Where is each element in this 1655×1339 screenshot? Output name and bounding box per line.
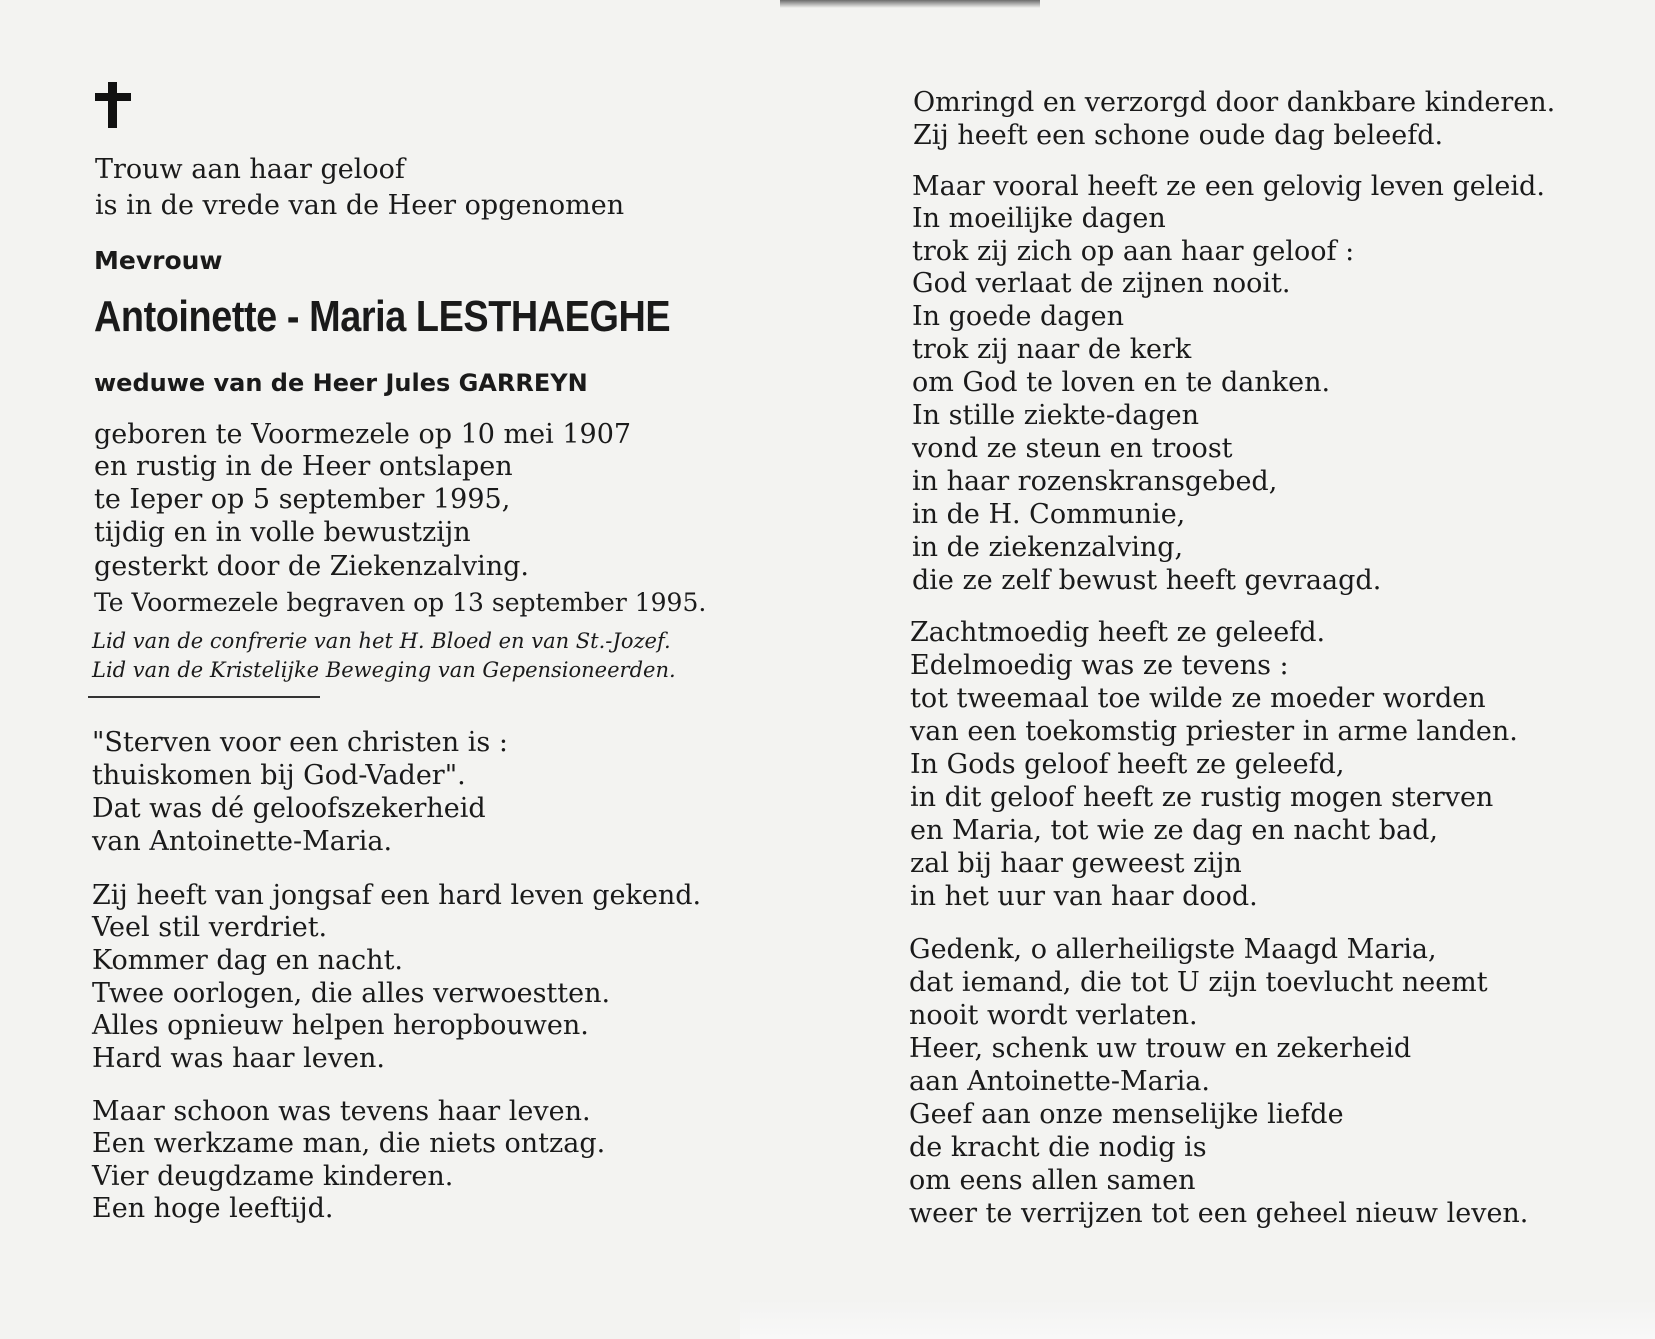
poem-line: In Gods geloof heeft ze geleefd, (910, 749, 1345, 780)
prayer-line: aan Antoinette-Maria. (909, 1066, 1210, 1097)
poem-line: Edelmoedig was ze tevens : (910, 650, 1289, 681)
poem-line: Zij heeft een schone oude dag beleefd. (913, 120, 1444, 151)
poem-line: trok zij naar de kerk (912, 334, 1192, 365)
opening-line: is in de vrede van de Heer opgenomen (95, 190, 625, 221)
scan-edge-shadow (780, 0, 1040, 8)
burial-line: Te Voormezele begraven op 13 september 1995. (94, 588, 707, 617)
poem-line: en Maria, tot wie ze dag en nacht bad, (910, 815, 1439, 846)
poem-line: In goede dagen (912, 301, 1125, 332)
prayer-line: de kracht die nodig is (909, 1132, 1207, 1163)
prayer-line: Gedenk, o allerheiligste Maagd Maria, (909, 934, 1437, 965)
poem-line: trok zij zich op aan haar geloof : (912, 236, 1355, 267)
detail-line: te Ieper op 5 september 1995, (94, 484, 511, 515)
poem-line: in de ziekenzalving, (912, 532, 1184, 563)
poem-line: God verlaat de zijnen nooit. (912, 268, 1291, 299)
cross-icon (95, 82, 131, 128)
poem-line: In moeilijke dagen (912, 203, 1166, 234)
opening-line: Trouw aan haar geloof (95, 154, 405, 185)
poem-line: Een werkzame man, die niets ontzag. (92, 1128, 606, 1159)
divider (88, 696, 320, 698)
poem-line: Een hoge leeftijd. (92, 1193, 334, 1224)
poem-line: tot tweemaal toe wilde ze moeder worden (910, 683, 1486, 714)
poem-line: Omringd en verzorgd door dankbare kinderen. (913, 87, 1556, 118)
prayer-line: weer te verrijzen tot een geheel nieuw leven. (909, 1198, 1529, 1229)
poem-line: Alles opnieuw helpen heropbouwen. (92, 1010, 589, 1041)
poem-line: in het uur van haar dood. (910, 881, 1258, 912)
detail-line: gesterkt door de Ziekenzalving. (94, 551, 529, 582)
poem-line: Maar vooral heeft ze een gelovig leven geleid. (912, 171, 1545, 202)
poem-line: Vier deugdzame kinderen. (92, 1161, 454, 1192)
poem-line: Maar schoon was tevens haar leven. (92, 1096, 591, 1127)
prayer-line: om eens allen samen (909, 1165, 1196, 1196)
poem-line: om God te loven en te danken. (912, 367, 1331, 398)
membership-line: Lid van de confrerie van het H. Bloed en van St.-Jozef. (92, 629, 671, 653)
poem-line: Dat was dé geloofszekerheid (92, 793, 486, 824)
poem-line: in haar rozenskransgebed, (912, 466, 1278, 497)
poem-line: in dit geloof heeft ze rustig mogen sterven (910, 782, 1494, 813)
poem-line: die ze zelf bewust heeft gevraagd. (912, 565, 1382, 596)
widow-of: weduwe van de Heer Jules GARREYN (94, 369, 588, 397)
deceased-name: Antoinette - Maria LESTHAEGHE (94, 292, 671, 341)
poem-line: in de H. Communie, (912, 499, 1186, 530)
prayer-line: dat iemand, die tot U zijn toevlucht neemt (909, 967, 1488, 998)
poem-line: vond ze steun en troost (912, 433, 1233, 464)
detail-line: tijdig en in volle bewustzijn (94, 517, 471, 548)
poem-line: In stille ziekte-dagen (912, 400, 1199, 431)
poem-line: Zij heeft van jongsaf een hard leven gekend. (92, 880, 702, 911)
poem-line: Hard was haar leven. (92, 1043, 385, 1074)
poem-line: van Antoinette-Maria. (92, 826, 393, 857)
poem-line: Twee oorlogen, die alles verwoestten. (92, 978, 611, 1009)
poem-line: Veel stil verdriet. (92, 912, 328, 943)
prayer-line: Heer, schenk uw trouw en zekerheid (909, 1033, 1412, 1064)
poem-line: Kommer dag en nacht. (92, 945, 404, 976)
poem-line: thuiskomen bij God-Vader". (92, 760, 466, 791)
membership-line: Lid van de Kristelijke Beweging van Gepensioneerden. (92, 658, 676, 682)
poem-line: van een toekomstig priester in arme landen. (910, 716, 1518, 747)
poem-line: Zachtmoedig heeft ze geleefd. (910, 617, 1326, 648)
prayer-line: nooit wordt verlaten. (909, 1000, 1198, 1031)
detail-line: en rustig in de Heer ontslapen (94, 451, 513, 482)
poem-line: zal bij haar geweest zijn (910, 848, 1242, 879)
scan-bottom-edge (740, 1300, 1655, 1339)
title-honorific: Mevrouw (94, 246, 223, 275)
detail-line: geboren te Voormezele op 10 mei 1907 (94, 419, 632, 450)
prayer-line: Geef aan onze menselijke liefde (909, 1099, 1344, 1130)
poem-line: "Sterven voor een christen is : (92, 727, 508, 758)
